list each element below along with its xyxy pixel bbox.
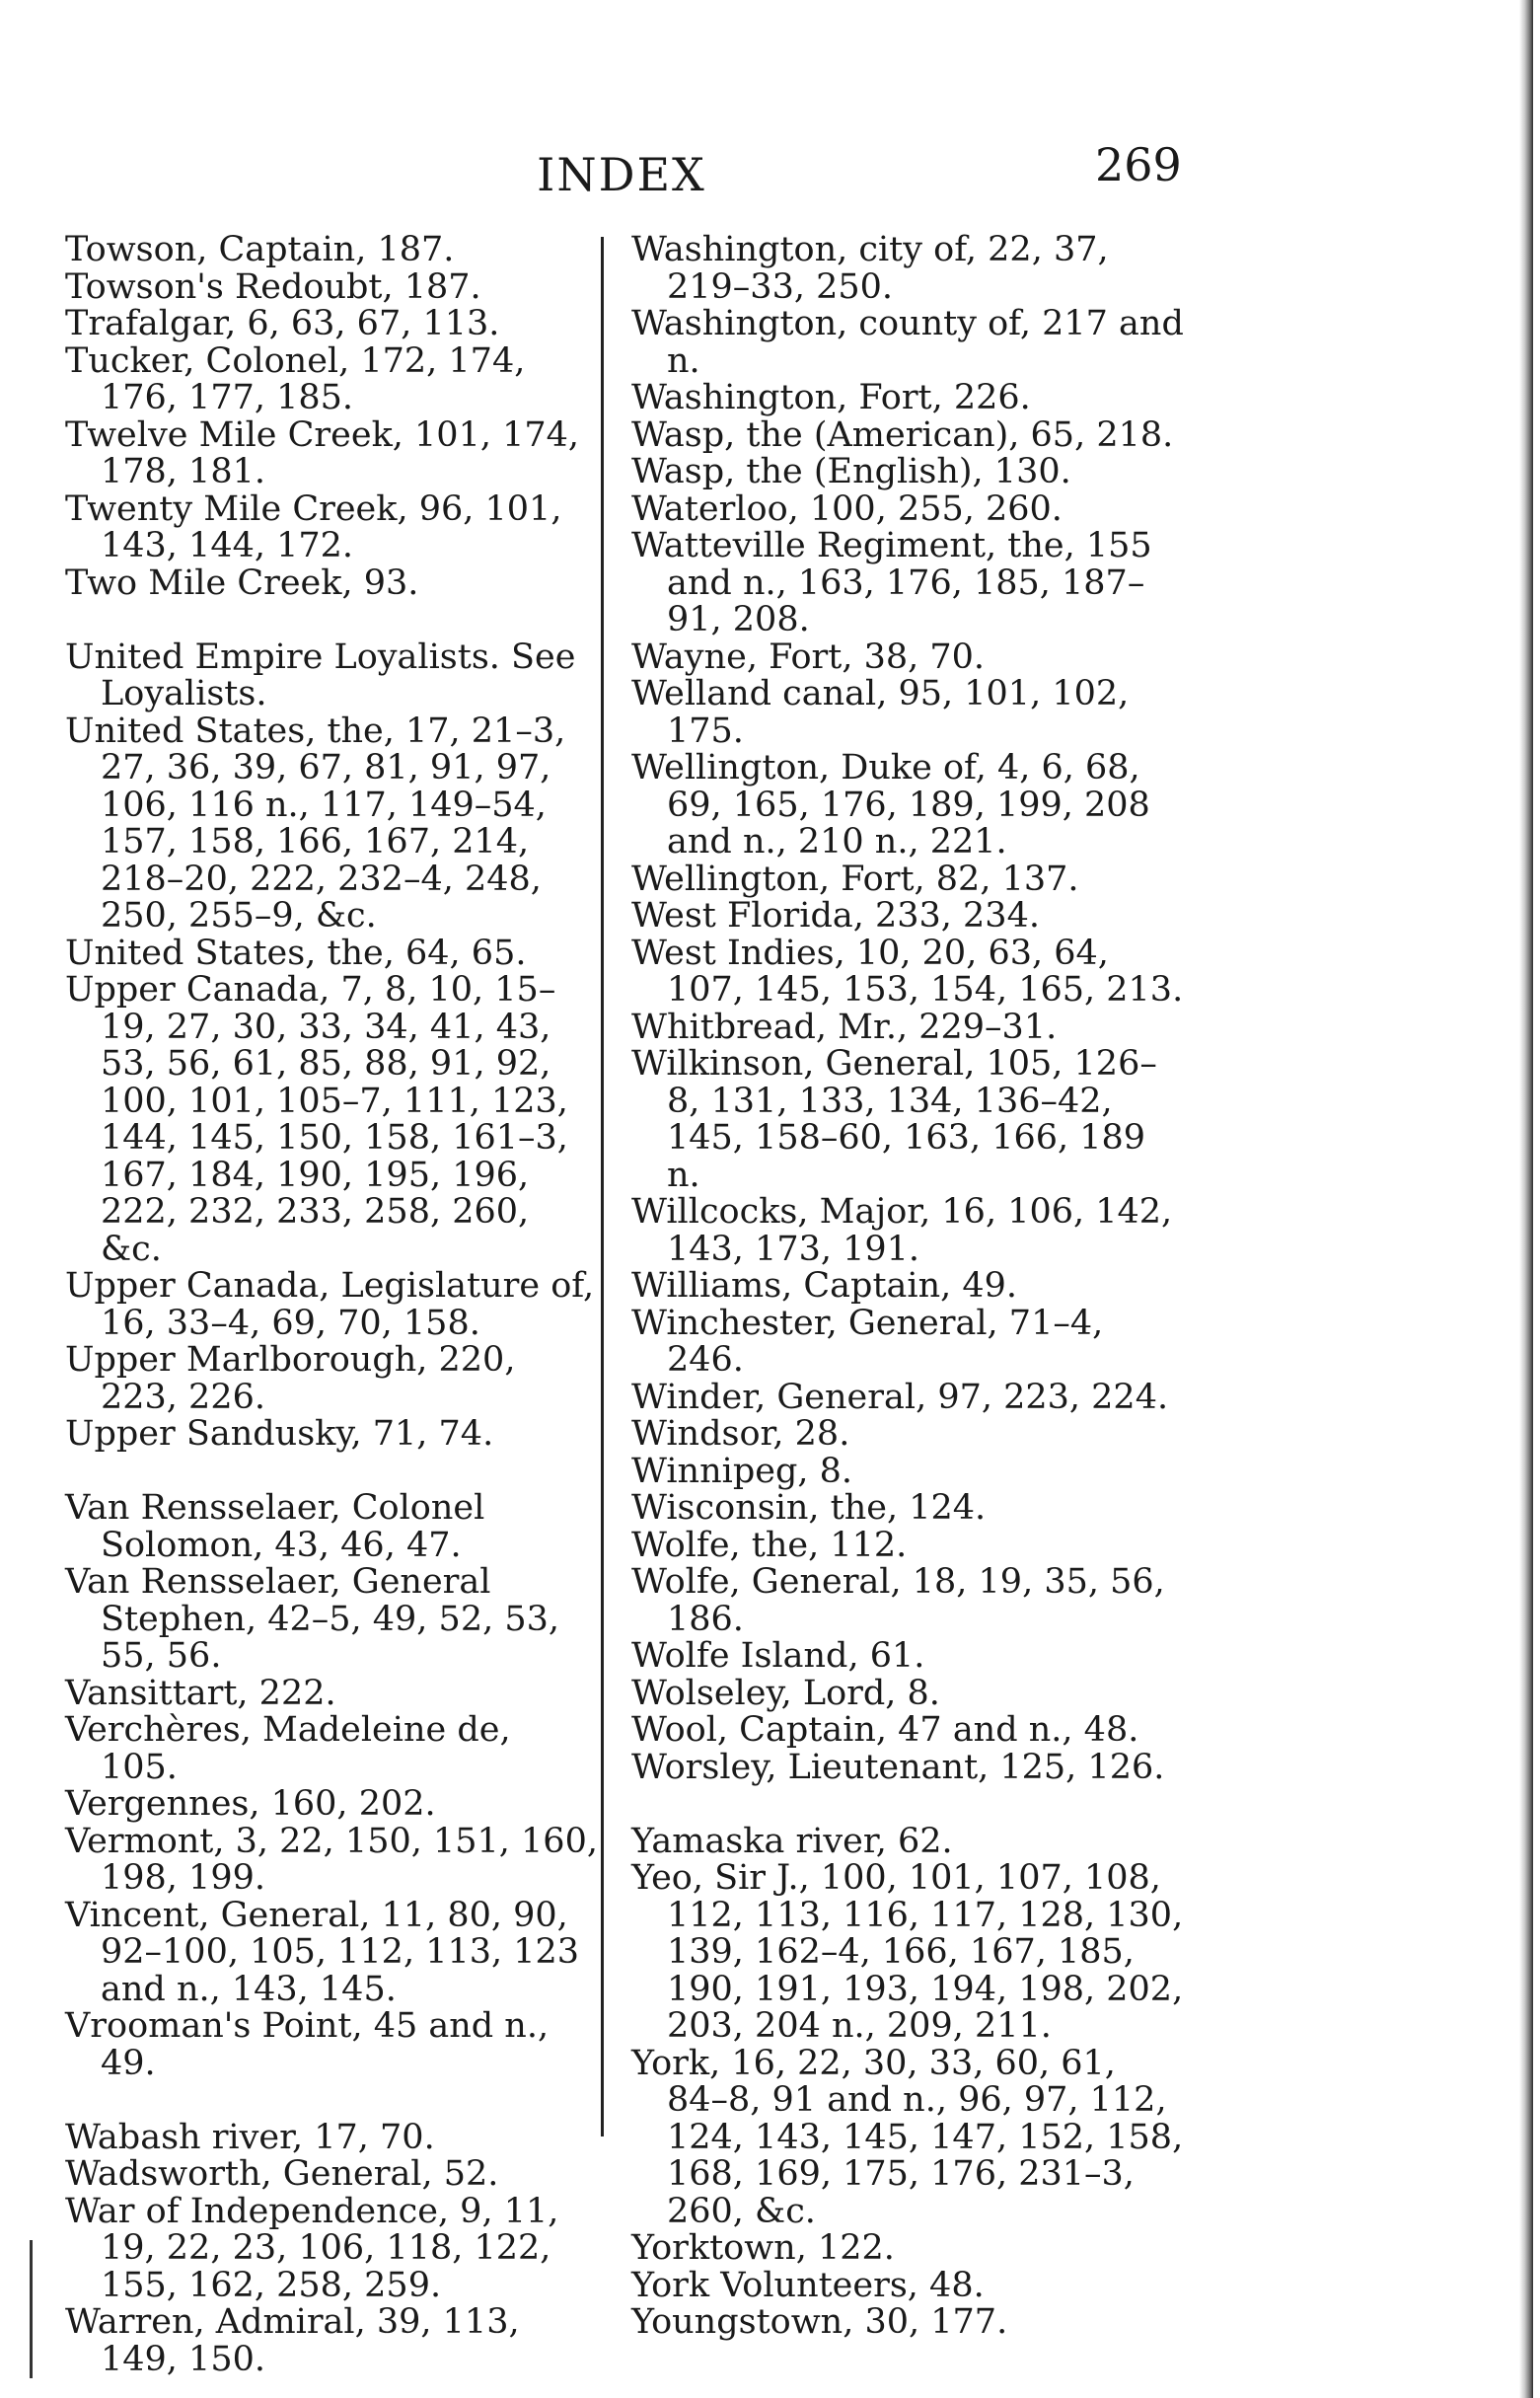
index-entry: Vincent, General, 11, 80, 90, 92–100, 105, 112, 113, 123 and n., 143, 145. bbox=[65, 1895, 580, 2009]
index-entry: Vansittart, 222. bbox=[65, 1673, 336, 1713]
index-entry: Welland canal, 95, 101, 102, 175. bbox=[631, 674, 1130, 751]
page-title: INDEX bbox=[537, 148, 706, 201]
index-entry: Two Mile Creek, 93. bbox=[65, 562, 419, 603]
index-entry: Yamaska river, 62. bbox=[631, 1821, 953, 1861]
index-entry: Wolfe, the, 112. bbox=[631, 1525, 908, 1565]
index-entry: Vergennes, 160, 202. bbox=[65, 1784, 436, 1824]
index-entry: Wadsworth, General, 52. bbox=[65, 2154, 499, 2194]
index-entry: Wolseley, Lord, 8. bbox=[631, 1673, 940, 1713]
index-entry: War of Independence, 9, 11, 19, 22, 23, 106, 118, 122, 155, 162, 258, 259. bbox=[65, 2191, 559, 2305]
index-entry: Waterloo, 100, 255, 260. bbox=[631, 488, 1063, 529]
index-entry: Wasp, the (American), 65, 218. bbox=[631, 414, 1174, 455]
index-entry: Youngstown, 30, 177. bbox=[631, 2302, 1008, 2342]
index-entry: Van Rensselaer, Colonel Solomon, 43, 46, 47. bbox=[65, 1488, 485, 1565]
section-gap bbox=[65, 1454, 598, 1491]
index-entry: Willcocks, Major, 16, 106, 142, 143, 173, 191. bbox=[631, 1192, 1173, 1269]
index-entry: Winder, General, 97, 223, 224. bbox=[631, 1377, 1169, 1417]
index-entry: Winnipeg, 8. bbox=[631, 1451, 852, 1491]
index-entry: Whitbread, Mr., 229–31. bbox=[631, 1007, 1058, 1047]
index-entry: Towson's Redoubt, 187. bbox=[65, 266, 481, 307]
index-entry: Wabash river, 17, 70. bbox=[65, 2117, 435, 2157]
index-entry: Wolfe, General, 18, 19, 35, 56, 186. bbox=[631, 1562, 1165, 1639]
index-entry: West Indies, 10, 20, 63, 64, 107, 145, 153, 154, 165, 213. bbox=[631, 933, 1184, 1010]
index-entry: Trafalgar, 6, 63, 67, 113. bbox=[65, 304, 500, 343]
index-entry: Vermont, 3, 22, 150, 151, 160, 198, 199. bbox=[65, 1821, 598, 1898]
index-entry: Tucker, Colonel, 172, 174, 176, 177, 185. bbox=[65, 340, 526, 417]
index-entry: United States, the, 64, 65. bbox=[65, 933, 527, 973]
index-entry: Twelve Mile Creek, 101, 174, 178, 181. bbox=[65, 414, 580, 491]
section-gap bbox=[631, 1786, 1184, 1824]
index-entry: Yeo, Sir J., 100, 101, 107, 108, 112, 113, 116, 117, 128, 130, 139, 162–4, 166, 167, 185, 190, 191, 193, 194, 198, 202, 203, 204 n., 209, 211. bbox=[631, 1858, 1184, 2046]
index-entry: York Volunteers, 48. bbox=[631, 2265, 985, 2305]
index-entry: Wolfe Island, 61. bbox=[631, 1636, 925, 1676]
index-entry: Washington, county of, 217 and n. bbox=[631, 304, 1184, 381]
index-entry: Warren, Admiral, 39, 113, 149, 150. bbox=[65, 2302, 520, 2379]
index-entry: York, 16, 22, 30, 33, 60, 61, 84–8, 91 and n., 96, 97, 112, 124, 143, 145, 147, 152, 158, 168, 169, 175, 176, 231–3, 260, &c. bbox=[631, 2043, 1184, 2231]
margin-mark bbox=[30, 2240, 33, 2378]
index-entry: Upper Sandusky, 71, 74. bbox=[65, 1414, 494, 1454]
index-entry: Windsor, 28. bbox=[631, 1414, 850, 1454]
index-entry: Upper Canada, 7, 8, 10, 15–19, 27, 30, 33, 34, 41, 43, 53, 56, 61, 85, 88, 91, 92, 100, 101, 105–7, 111, 123, 144, 145, 150, 158, 161–3, 167, 184, 190, 195, 196, 222, 232, 233, 258, 260, &c. bbox=[65, 970, 568, 1269]
page-number: 269 bbox=[1095, 138, 1182, 191]
index-entry: Washington, Fort, 226. bbox=[631, 378, 1031, 417]
index-entry: Winchester, General, 71–4, 246. bbox=[631, 1303, 1104, 1380]
section-gap bbox=[65, 2082, 598, 2120]
index-entry: Van Rensselaer, General Stephen, 42–5, 49, 52, 53, 55, 56. bbox=[65, 1562, 559, 1676]
page-edge-shadow bbox=[1519, 0, 1533, 2398]
index-entry: West Florida, 233, 234. bbox=[631, 896, 1040, 936]
index-column-left bbox=[65, 232, 598, 2378]
index-column-right bbox=[631, 232, 1184, 2342]
index-entry: Washington, city of, 22, 37, 219–33, 250. bbox=[631, 230, 1109, 307]
index-entry: Twenty Mile Creek, 96, 101, 143, 144, 172. bbox=[65, 488, 562, 565]
index-entry: Worsley, Lieutenant, 125, 126. bbox=[631, 1747, 1165, 1787]
index-entry: Wilkinson, General, 105, 126–8, 131, 133, 134, 136–42, 145, 158–60, 163, 166, 189 n. bbox=[631, 1044, 1157, 1195]
index-entry: United Empire Loyalists. See Loyalists. bbox=[65, 637, 576, 713]
index-entry: Wisconsin, the, 124. bbox=[631, 1488, 987, 1528]
index-entry: Williams, Captain, 49. bbox=[631, 1266, 1018, 1306]
index-entry: Wellington, Duke of, 4, 6, 68, 69, 165, 176, 189, 199, 208 and n., 210 n., 221. bbox=[631, 748, 1150, 862]
index-entry: Vrooman's Point, 45 and n., 49. bbox=[65, 2006, 550, 2083]
index-entry: Verchères, Madeleine de, 105. bbox=[65, 1710, 511, 1787]
index-entry: Upper Marlborough, 220, 223, 226. bbox=[65, 1340, 516, 1417]
index-entry: United States, the, 17, 21–3, 27, 36, 39, 67, 81, 91, 97, 106, 116 n., 117, 149–54, 157, 158, 166, 167, 214, 218–20, 222, 232–4, 248, 250, 255–9, &c. bbox=[65, 711, 566, 936]
index-entry: Wool, Captain, 47 and n., 48. bbox=[631, 1710, 1139, 1750]
index-entry: Wellington, Fort, 82, 137. bbox=[631, 859, 1079, 899]
index-entry: Upper Canada, Legislature of, 16, 33–4, 69, 70, 158. bbox=[65, 1266, 595, 1343]
index-entry: Wasp, the (English), 130. bbox=[631, 452, 1071, 491]
column-divider bbox=[601, 237, 604, 2136]
index-entry: Watteville Regiment, the, 155 and n., 163, 176, 185, 187–91, 208. bbox=[631, 526, 1152, 639]
index-entry: Yorktown, 122. bbox=[631, 2228, 895, 2268]
index-entry: Wayne, Fort, 38, 70. bbox=[631, 637, 986, 677]
index-entry: Towson, Captain, 187. bbox=[65, 230, 455, 269]
section-gap bbox=[65, 602, 598, 639]
